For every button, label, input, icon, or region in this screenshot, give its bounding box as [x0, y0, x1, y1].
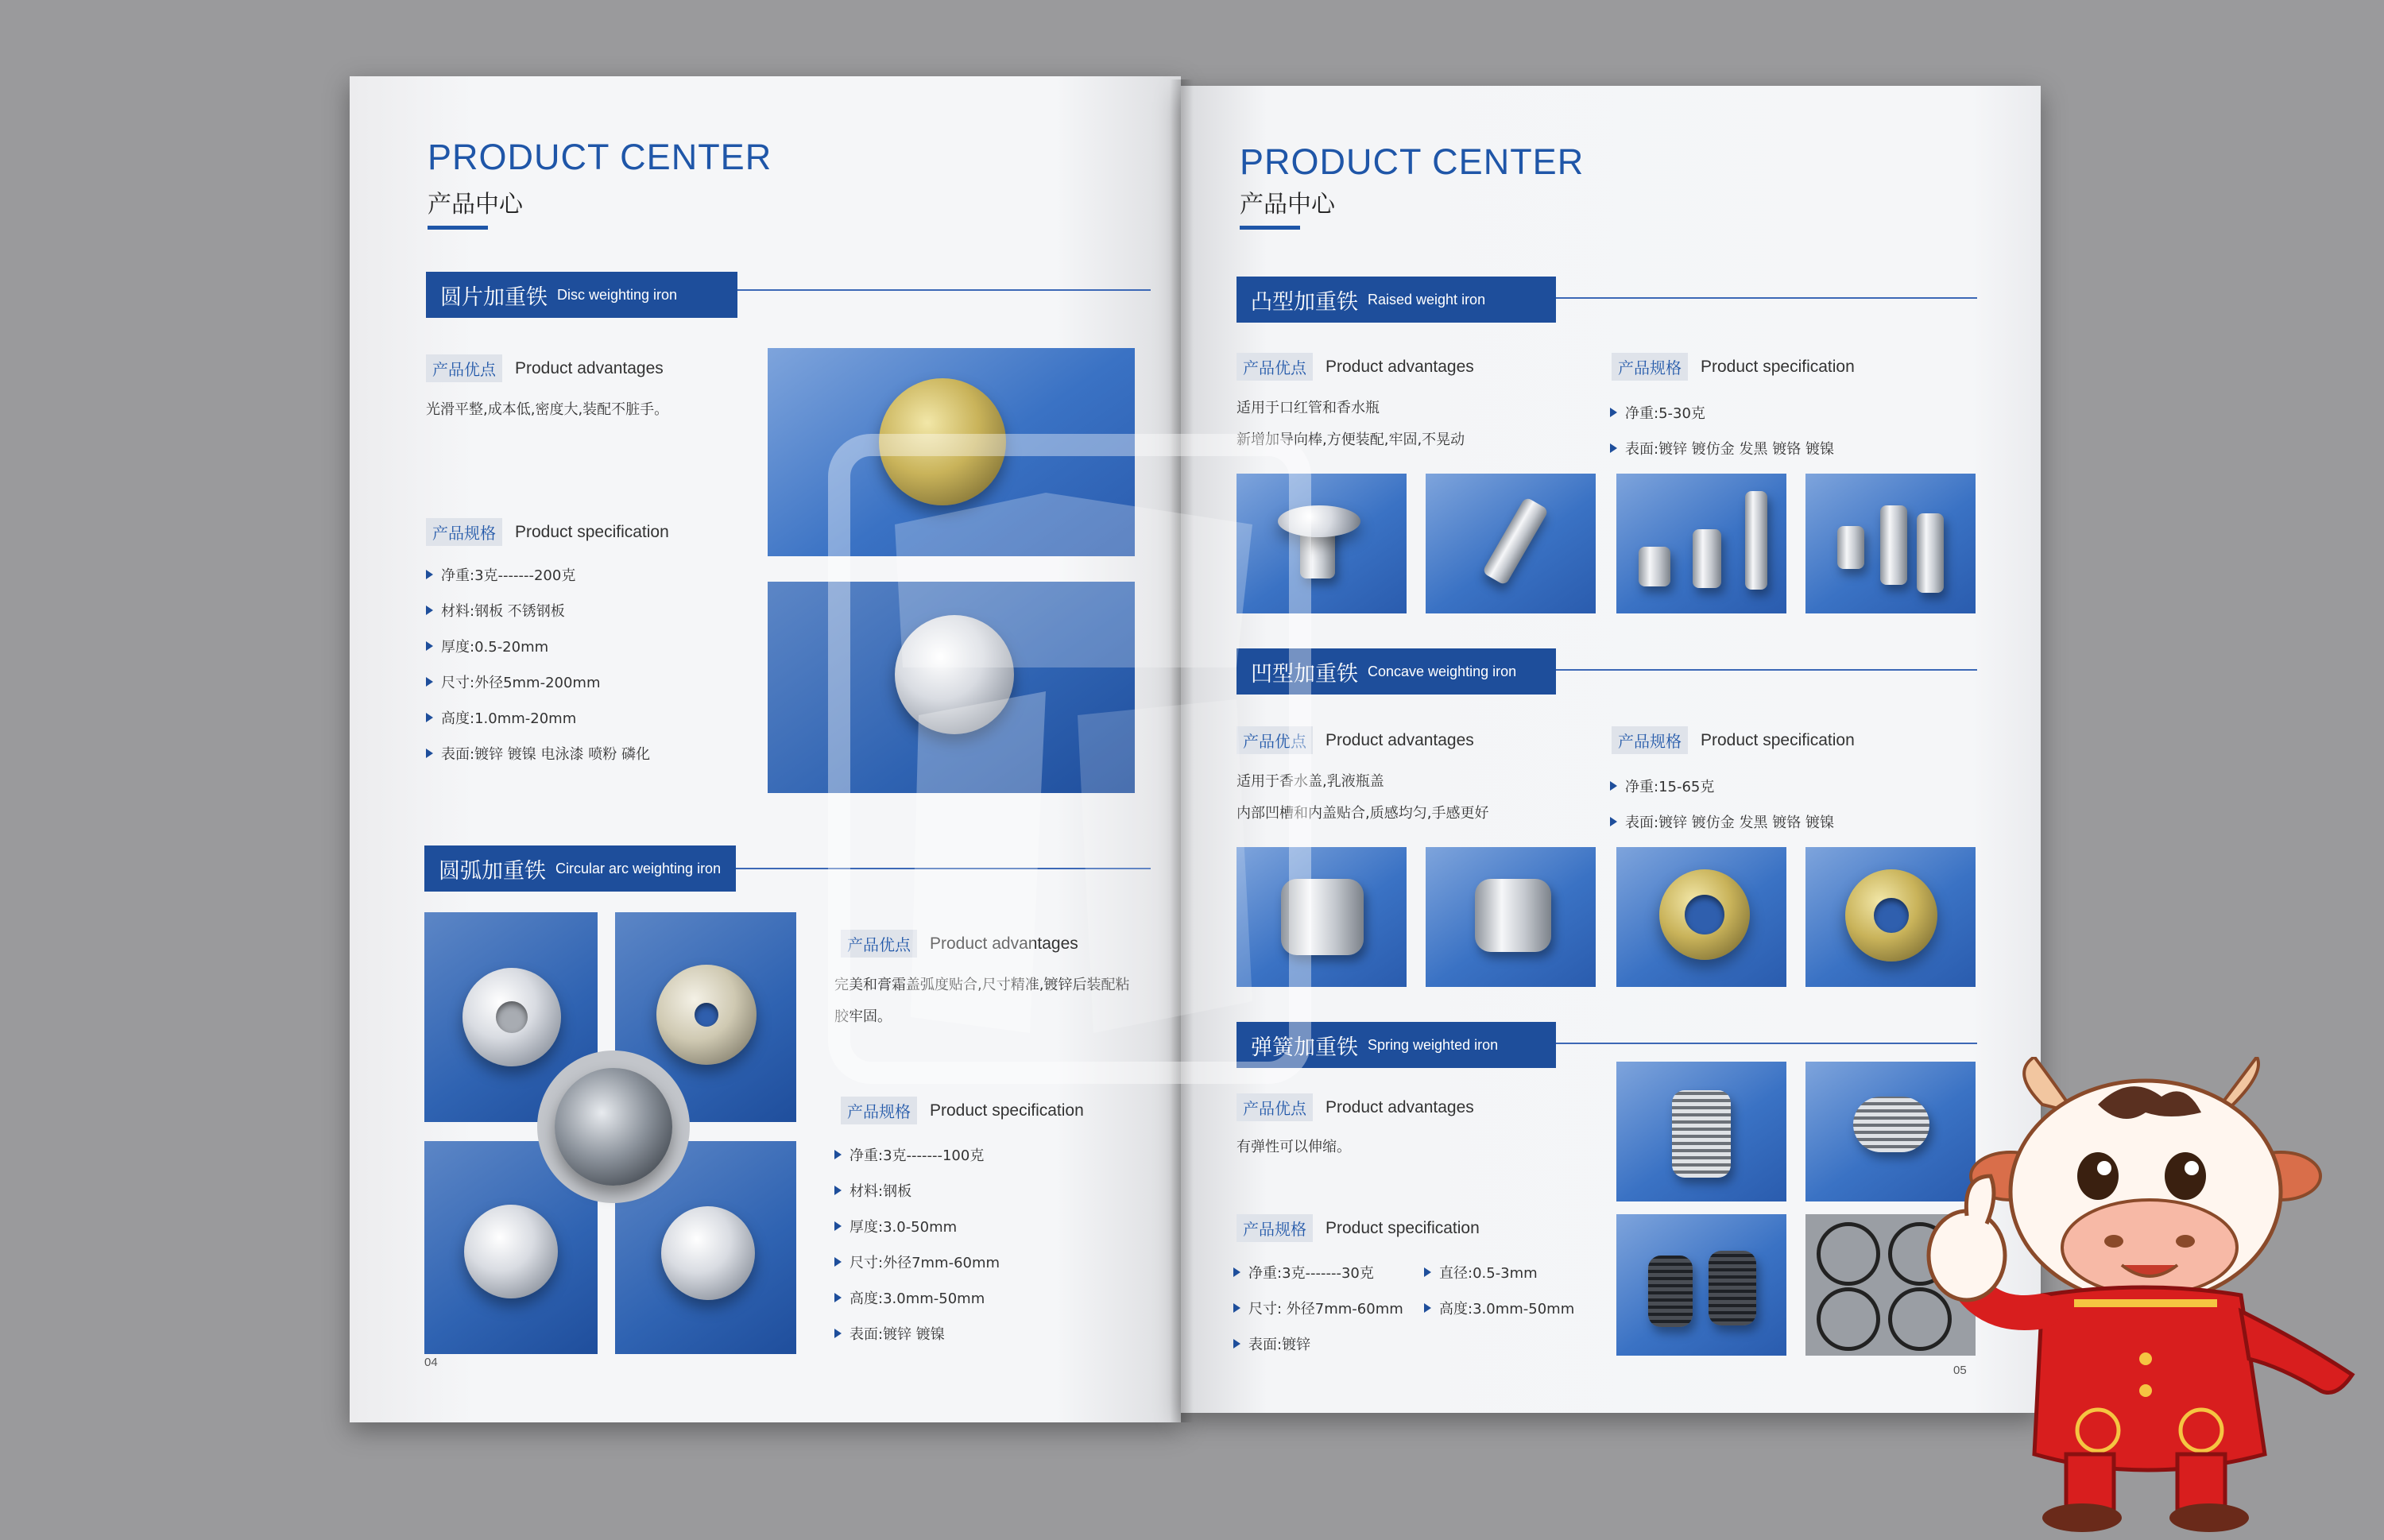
arrow-right-icon [1610, 817, 1617, 826]
stem-icon [1880, 505, 1907, 585]
product-photo-disc-2 [768, 582, 1135, 793]
arrow-right-icon [426, 570, 433, 579]
advantages-text: 光滑平整,成本低,密度大,装配不脏手。 [426, 401, 669, 418]
page-number: 04 [424, 1356, 438, 1369]
tag-text: Product specification [930, 1101, 1084, 1120]
spec-item: 尺寸:外径5mm-200mm [426, 664, 650, 699]
title-underline [428, 226, 488, 230]
tag-label: 产品规格 [841, 1097, 917, 1124]
spec-list [1610, 394, 1834, 466]
cartoon-ox-thumbs-up-icon [1923, 1057, 2368, 1534]
tag-label: 产品优点 [426, 354, 502, 382]
spec-item: 尺寸:外径7mm-60mm [834, 1244, 1000, 1279]
spec-item: 净重:5-30克 [1610, 394, 1834, 430]
section-title-cn: 圆弧加重铁 [439, 858, 546, 884]
arrow-right-icon [426, 749, 433, 758]
section-divider [1556, 1043, 1977, 1044]
section-title-en: Spring weighted iron [1368, 1036, 1499, 1053]
spec-item: 尺寸: 外径7mm-60mm [1233, 1290, 1403, 1325]
arrow-right-icon [426, 641, 433, 651]
stem-icon [1917, 513, 1944, 593]
specification-tag [426, 518, 669, 546]
advantages-tag [1237, 1093, 1474, 1121]
stem-icon [1639, 547, 1670, 586]
arrow-right-icon [426, 606, 433, 615]
cap-icon [1278, 505, 1360, 537]
hole-icon [695, 1003, 718, 1027]
tag-text: Product advantages [1326, 1097, 1474, 1116]
arrow-right-icon [426, 677, 433, 687]
page-title-en: PRODUCT CENTER [1240, 141, 1585, 182]
spec-item: 厚度:0.5-20mm [426, 628, 650, 664]
product-photo-concave-3 [1616, 847, 1786, 987]
advantages-text: 完美和膏霜盖弧度贴合,尺寸精准,镀锌后装配粘 胶牢固。 [834, 977, 1130, 1025]
spec-item: 材料:钢板 [834, 1172, 1000, 1208]
arrow-right-icon [1233, 1303, 1240, 1313]
spec-item: 高度:1.0mm-20mm [426, 699, 650, 735]
section-raised-header [1237, 277, 1556, 323]
arrow-right-icon [1610, 443, 1617, 453]
section-title-en: Disc weighting iron [557, 286, 678, 303]
arrow-right-icon [1610, 408, 1617, 417]
page-title-en: PRODUCT CENTER [428, 137, 772, 177]
page-number: 05 [1953, 1364, 1967, 1377]
center-photo-frame [537, 1051, 690, 1203]
section-divider [1556, 297, 1977, 299]
tag-label: 产品优点 [1237, 726, 1313, 754]
stem-icon [1837, 526, 1864, 569]
arrow-right-icon [1424, 1303, 1431, 1313]
advantages-text: 适用于香水盖,乳液瓶盖 内部凹槽和内盖贴合,质感均匀,手感更好 [1237, 773, 1489, 822]
page-title-cn: 产品中心 [1240, 191, 1335, 219]
spring-icon [1709, 1251, 1756, 1325]
tag-text: Product advantages [1326, 730, 1474, 749]
section-divider [1556, 669, 1977, 671]
spec-item: 高度:3.0mm-50mm [834, 1279, 1000, 1315]
advantages-tag [1237, 353, 1474, 381]
spring-icon [1853, 1097, 1929, 1152]
disc-weight-icon [895, 615, 1014, 734]
spec-item: 材料:钢板 不锈钢板 [426, 592, 650, 628]
section-divider [736, 868, 1151, 869]
specification-tag [1612, 726, 1855, 754]
spec-list-col2 [1424, 1254, 1574, 1325]
advantages-tag [1237, 726, 1474, 754]
dome-weight-icon [464, 1205, 558, 1298]
section-title-cn: 圆片加重铁 [440, 284, 548, 310]
arrow-right-icon [834, 1150, 842, 1159]
hole-icon [1685, 895, 1724, 934]
product-photo-raised-3 [1616, 474, 1786, 613]
arrow-right-icon [1424, 1267, 1431, 1277]
spring-icon [1648, 1256, 1693, 1327]
spec-list [426, 556, 650, 771]
spec-list [834, 1136, 1000, 1351]
spec-item: 表面:镀锌 镀仿金 发黑 镀铬 镀镍 [1610, 430, 1834, 466]
product-photo-raised-2 [1426, 474, 1596, 613]
page-title-cn: 产品中心 [428, 191, 523, 219]
section-title-cn: 凸型加重铁 [1251, 289, 1358, 315]
arrow-right-icon [834, 1257, 842, 1267]
product-photo-concave-2 [1426, 847, 1596, 987]
tag-text: Product specification [515, 522, 669, 541]
tag-text: Product advantages [930, 934, 1078, 953]
tag-label: 产品规格 [1612, 353, 1688, 381]
section-title-cn: 凹型加重铁 [1251, 661, 1358, 687]
tag-label: 产品优点 [1237, 353, 1313, 381]
left-page [350, 76, 1181, 1422]
advantages-text: 有弹性可以伸缩。 [1237, 1139, 1351, 1155]
advantages-tag [426, 354, 664, 382]
tag-label: 产品规格 [1237, 1214, 1313, 1242]
spec-item: 表面:镀锌 镀镍 [834, 1315, 1000, 1351]
section-title-en: Circular arc weighting iron [555, 860, 722, 876]
advantages-text: 适用于口红管和香水瓶 新增加导向棒,方便装配,牢固,不晃动 [1237, 400, 1465, 448]
tag-label: 产品优点 [1237, 1093, 1313, 1121]
tag-text: Product specification [1701, 730, 1855, 749]
tag-label: 产品规格 [426, 518, 502, 546]
spec-item: 净重:3克-------30克 [1233, 1254, 1403, 1290]
spec-item: 直径:0.5-3mm [1424, 1254, 1574, 1290]
spec-item: 表面:镀锌 镀镍 电泳漆 喷粉 磷化 [426, 735, 650, 771]
tag-label: 产品规格 [1612, 726, 1688, 754]
hole-icon [1874, 898, 1909, 933]
product-photo-concave-1 [1237, 847, 1407, 987]
tag-text: Product specification [1326, 1218, 1480, 1237]
ring-icon [1817, 1287, 1880, 1351]
stem-icon [1693, 529, 1721, 588]
spec-list-col1 [1233, 1254, 1403, 1361]
tag-text: Product advantages [515, 358, 664, 377]
specification-tag [841, 1097, 1084, 1124]
book-spine-shadow [1170, 79, 1194, 1422]
concave-weight-icon [1281, 879, 1364, 955]
tag-text: Product specification [1701, 357, 1855, 376]
section-title-en: Raised weight iron [1368, 291, 1486, 308]
hammered-dome-icon [555, 1068, 672, 1186]
spec-item: 高度:3.0mm-50mm [1424, 1290, 1574, 1325]
product-photo-disc-1 [768, 348, 1135, 556]
concave-weight-icon [1475, 879, 1551, 952]
spec-item: 净重:3克-------100克 [834, 1136, 1000, 1172]
arrow-right-icon [1610, 781, 1617, 791]
title-underline [1240, 226, 1300, 230]
section-spring-header [1237, 1022, 1556, 1068]
ring-icon [1817, 1222, 1880, 1286]
arrow-right-icon [834, 1293, 842, 1302]
disc-weight-icon [879, 378, 1006, 505]
specification-tag [1612, 353, 1855, 381]
arrow-right-icon [834, 1221, 842, 1231]
stem-icon [1482, 497, 1549, 586]
tag-text: Product advantages [1326, 357, 1474, 376]
spec-item: 表面:镀锌 镀仿金 发黑 镀铬 镀镍 [1610, 803, 1834, 839]
product-photo-raised-1 [1237, 474, 1407, 613]
advantages-tag [841, 930, 1078, 958]
section-title-cn: 弹簧加重铁 [1251, 1035, 1358, 1060]
spec-list [1610, 768, 1834, 839]
product-photo-concave-4 [1805, 847, 1976, 987]
dome-weight-icon [661, 1206, 755, 1300]
spec-item: 净重:15-65克 [1610, 768, 1834, 803]
spec-item: 表面:镀锌 [1233, 1325, 1403, 1361]
dimple-icon [496, 1001, 528, 1033]
arrow-right-icon [1233, 1267, 1240, 1277]
spring-icon [1672, 1090, 1731, 1178]
stem-icon [1745, 491, 1767, 590]
arrow-right-icon [1233, 1339, 1240, 1348]
right-page [1181, 86, 2041, 1413]
spec-item: 厚度:3.0-50mm [834, 1208, 1000, 1244]
product-photo-spring-3 [1616, 1214, 1786, 1356]
section-concave-header [1237, 648, 1556, 695]
specification-tag [1237, 1214, 1480, 1242]
section-title-en: Concave weighting iron [1368, 663, 1517, 679]
tag-label: 产品优点 [841, 930, 917, 958]
arrow-right-icon [834, 1329, 842, 1338]
arrow-right-icon [834, 1186, 842, 1195]
section-disc-header [426, 272, 737, 318]
section-arc-header [424, 845, 736, 892]
product-photo-raised-4 [1805, 474, 1976, 613]
product-photo-spring-1 [1616, 1062, 1786, 1201]
arrow-right-icon [426, 713, 433, 722]
section-divider [737, 289, 1151, 291]
spec-item: 净重:3克-------200克 [426, 556, 650, 592]
